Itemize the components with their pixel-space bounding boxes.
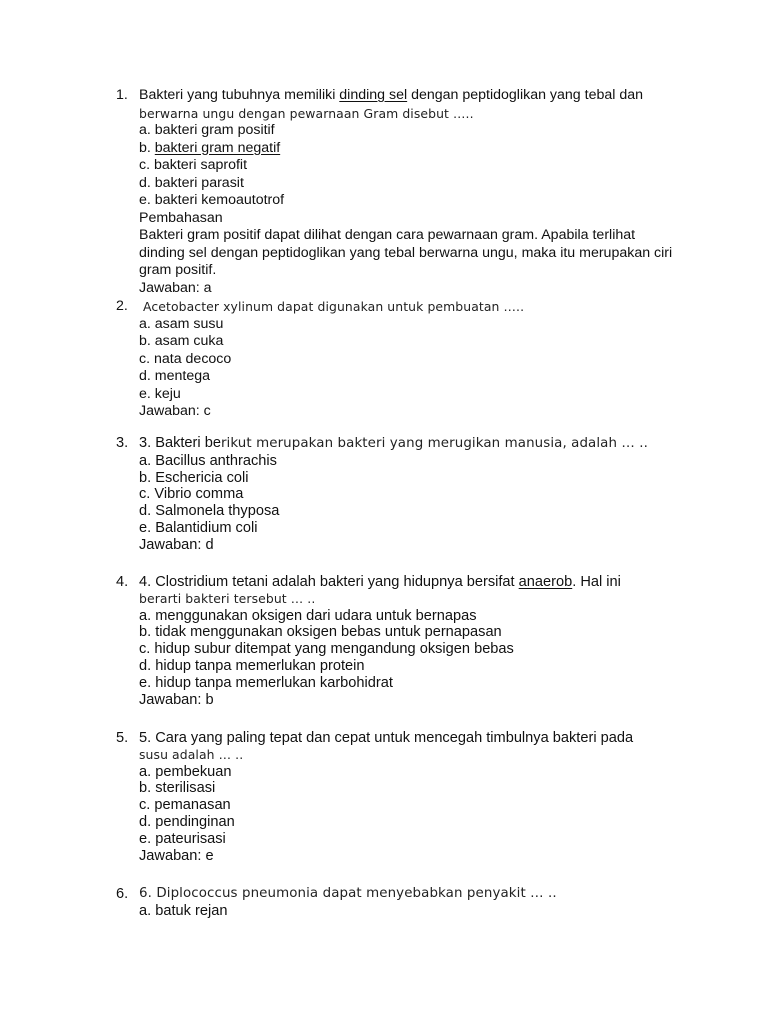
option-b: b. tidak menggunakan oksigen bebas untuk pernapasan [139,624,502,641]
option-e: e. Balantidium coli [139,519,258,536]
question-number: 1. [116,87,128,103]
question-number: 5. [116,730,129,746]
option-b: b. bakteri gram negatif [139,139,281,156]
question-2 [116,298,686,421]
option-d: d. Salmonela thyposa [139,503,280,520]
option-d: d. pendinginan [139,813,235,830]
question-stem-continued: berwarna ungu dengan pewarnaan Gram disebut ….. [139,105,474,121]
question-number: 2. [116,298,128,314]
option-b: b. sterilisasi [139,780,216,797]
option-e: e. hidup tanpa memerlukan karbohidrat [139,674,393,691]
option-e: e. bakteri kemoautotrof [139,192,285,208]
option-d: d. hidup tanpa memerlukan protein [139,657,365,674]
option-e: e. keju [139,385,181,402]
discussion-title: Pembahasan [139,209,223,226]
question-5 [116,730,686,864]
question-number: 6. [116,886,129,902]
option-a: a. Bacillus anthrachis [139,452,277,469]
question-number: 4. [116,574,129,590]
option-a: a. batuk rejan [139,902,228,919]
option-a: a. asam susu [139,315,224,332]
option-c: c. bakteri saprofit [139,157,248,173]
option-b: b. asam cuka [139,333,224,349]
option-a: a. bakteri gram positif [139,122,275,138]
option-a: a. pembekuan [139,763,232,780]
option-b: b. Eschericia coli [139,469,249,486]
option-c: c. pemanasan [139,797,231,814]
question-number: 3. [116,435,129,451]
option-c: c. hidup subur ditempat yang mengandung oksigen bebas [139,641,514,658]
question-stem-continued: susu adalah … .. [139,746,244,762]
discussion-line: dinding sel dengan peptidoglikan yang tebal berwarna ungu, maka itu merupakan ciri [139,244,673,261]
answer: Jawaban: c [139,403,211,419]
question-3 [116,435,686,554]
option-e: e. pateurisasi [139,830,226,847]
answer: Jawaban: b [139,691,214,708]
question-4 [116,574,686,708]
question-stem: Acetobacter xylinum dapat digunakan untuk pembuatan ….. [143,299,525,314]
discussion-line: gram positif. [139,262,217,278]
question-stem: Bakteri yang tubuhnya memiliki dinding sel dengan peptidoglikan yang tebal dan [139,87,644,103]
answer: Jawaban: d [139,536,214,553]
question-stem: 4. Clostridium tetani adalah bakteri yang hidupnya bersifat anaerob. Hal ini [139,574,621,590]
option-d: d. mentega [139,368,210,384]
option-d: d. bakteri parasit [139,174,244,191]
option-c: c. Vibrio comma [139,486,244,503]
question-stem: 5. Cara yang paling tepat dan cepat untuk mencegah timbulnya bakteri pada [139,730,634,746]
option-c: c. nata decoco [139,350,232,367]
answer: Jawaban: e [139,847,214,864]
question-stem: 6. Diplococcus pneumonia dapat menyebabkan penyakit … .. [139,886,557,901]
question-6 [116,886,686,920]
question-1 [116,87,686,297]
option-a: a. menggunakan oksigen dari udara untuk bernapas [139,607,477,624]
question-stem: 3. Bakteri berikut merupakan bakteri yang merugikan manusia, adalah … .. [139,435,648,451]
question-stem-continued: berarti bakteri tersebut … .. [139,590,316,606]
answer: Jawaban: a [139,279,212,296]
discussion-line: Bakteri gram positif dapat dilihat dengan cara pewarnaan gram. Apabila terlihat [139,227,636,243]
